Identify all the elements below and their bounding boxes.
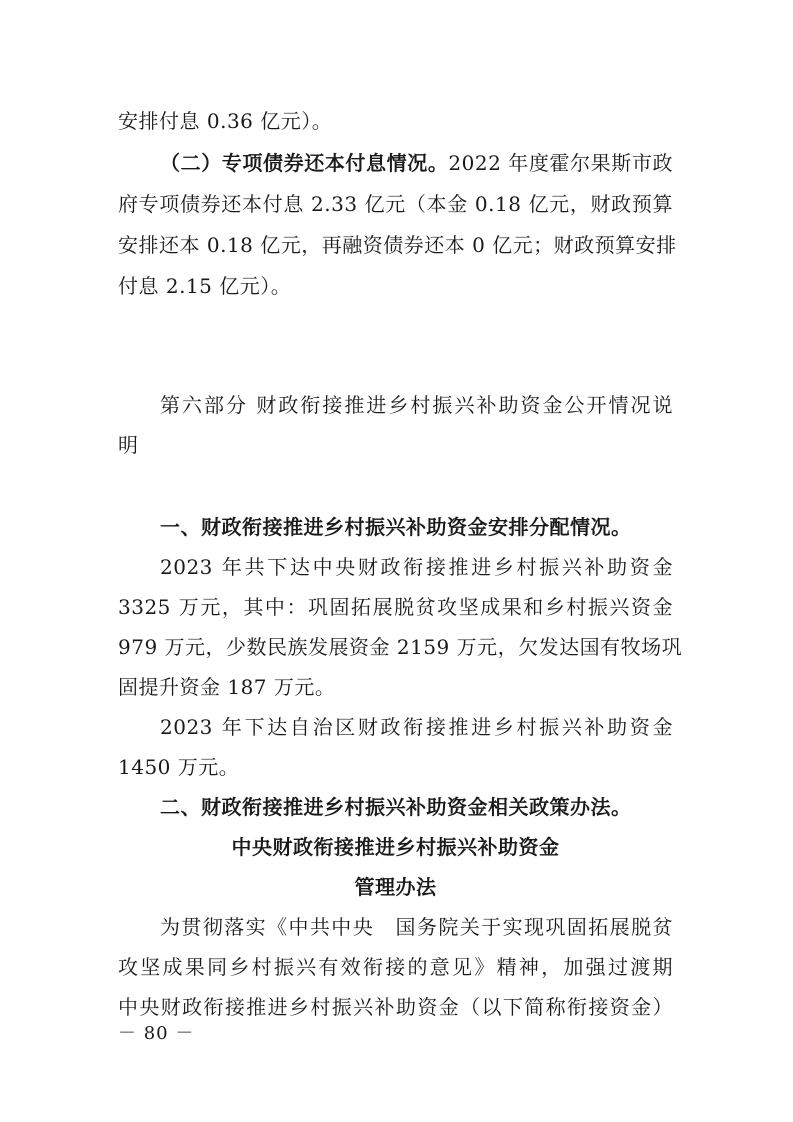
paragraph-line: 攻坚成果同乡村振兴有效衔接的意见》精神，加强过渡期 [118, 955, 673, 979]
paragraph-line: 2023 年下达自治区财政衔接推进乡村振兴补助资金 [160, 715, 673, 739]
paragraph-line: 1450 万元。 [118, 755, 240, 779]
subsection-heading-1: 一、财政衔接推进乡村振兴补助资金安排分配情况。 [160, 515, 632, 539]
paragraph-line: 安排付息 0.36 亿元）。 [118, 109, 333, 133]
paragraph-line: 固提升资金 187 万元。 [118, 675, 336, 699]
paragraph-line: 付息 2.15 亿元）。 [118, 274, 292, 298]
paragraph-line: 为贯彻落实《中共中央 国务院关于实现巩固拓展脱贫 [160, 915, 673, 939]
subsection-heading-2: 二、财政衔接推进乡村振兴补助资金相关政策办法。 [160, 795, 632, 819]
paragraph-line: 安排还本 0.18 亿元，再融资债券还本 0 亿元；财政预算安排 [118, 233, 677, 257]
paragraph-text: 2022 年度霍尔果斯市政 [448, 151, 673, 175]
subsection-heading: （二）专项债券还本付息情况。 [160, 151, 449, 175]
paragraph-line: 府专项债券还本付息 2.33 亿元（本金 0.18 亿元，财政预算 [118, 192, 673, 216]
page-number: － 80 － [118, 1023, 195, 1044]
paragraph-line [160, 150, 673, 176]
section-title: 第六部分 财政衔接推进乡村振兴补助资金公开情况说 [160, 393, 673, 417]
policy-title: 中央财政衔接推进乡村振兴补助资金 [231, 835, 560, 859]
paragraph-line: 979 万元，少数民族发展资金 2159 万元，欠发达国有牧场巩 [118, 635, 683, 659]
paragraph-line: 3325 万元，其中：巩固拓展脱贫攻坚成果和乡村振兴资金 [118, 595, 673, 619]
section-title-continued: 明 [118, 433, 139, 457]
paragraph-line: 2023 年共下达中央财政衔接推进乡村振兴补助资金 [160, 555, 673, 579]
paragraph-line: 中央财政衔接推进乡村振兴补助资金（以下简称衔接资金） [118, 995, 673, 1019]
policy-title-continued: 管理办法 [354, 875, 437, 899]
